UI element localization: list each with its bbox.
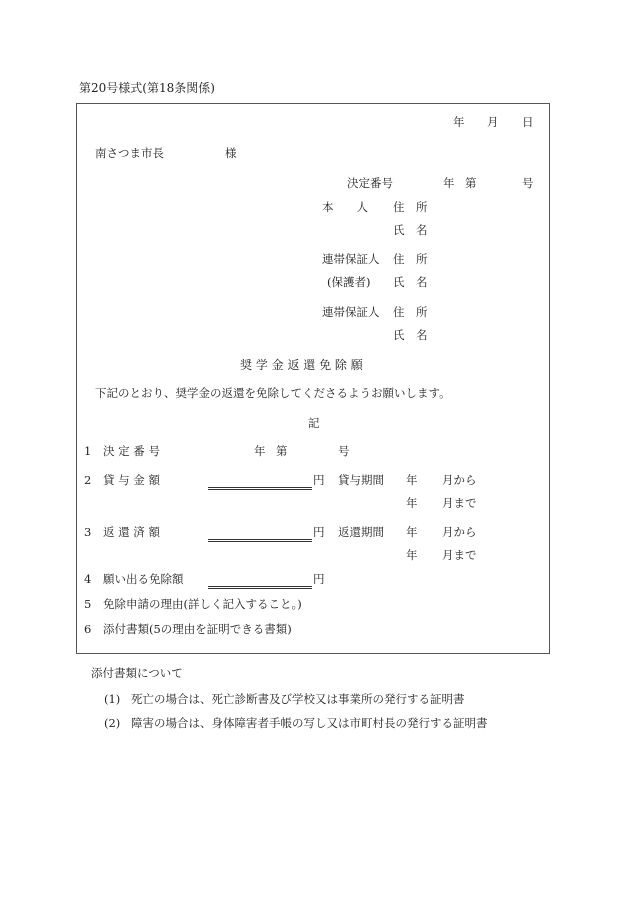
item1-year: 年 <box>254 444 266 458</box>
item2-year-to: 年 <box>406 496 418 510</box>
decision-label: 決定番号 <box>347 176 393 190</box>
item5-label: 免除申請の理由(詳しく記入すること。) <box>103 597 302 611</box>
item3-month-to: 月まで <box>442 548 477 562</box>
item2-month-from: 月から <box>442 473 477 487</box>
item6-num: 6 <box>84 622 92 636</box>
applicant-label: 本 人 <box>322 200 368 214</box>
item3-year-from: 年 <box>406 525 418 539</box>
note1-text: 死亡の場合は、死亡診断書及び学校又は事業所の発行する証明書 <box>131 692 465 706</box>
item6-label: 添付書類(5の理由を証明できる書類) <box>103 622 292 636</box>
document-title: 奨 学 金 返 還 免 除 願 <box>240 358 363 372</box>
item3-amount-line <box>208 539 312 542</box>
date-month: 月 <box>487 115 499 129</box>
note1-num: (1) <box>104 692 121 706</box>
note2-num: (2) <box>104 716 121 730</box>
guarantor1-label: 連帯保証人 <box>322 252 380 266</box>
item1-go: 号 <box>338 444 350 458</box>
item3-label: 返 還 済 額 <box>103 525 160 539</box>
item2-yen: 円 <box>313 473 325 487</box>
form-number: 第20号様式(第18条関係) <box>79 81 215 95</box>
guarantor2-name-label: 氏 名 <box>393 328 428 342</box>
item3-period-label: 返還期間 <box>338 525 384 539</box>
item1-dai: 第 <box>276 444 288 458</box>
guarantor1-name-label: 氏 名 <box>393 275 428 289</box>
guarantor1-sub: (保護者) <box>327 275 371 289</box>
decision-dai: 第 <box>465 176 477 190</box>
notes-heading: 添付書類について <box>91 666 183 680</box>
item2-year-from: 年 <box>406 473 418 487</box>
item2-label: 貸 与 金 額 <box>103 473 160 487</box>
item3-year-to: 年 <box>406 548 418 562</box>
addressee-honorific: 様 <box>225 146 237 160</box>
item2-amount-line <box>208 487 312 490</box>
item3-yen: 円 <box>313 525 325 539</box>
item1-label: 決 定 番 号 <box>103 444 160 458</box>
decision-year: 年 <box>443 176 455 190</box>
guarantor1-address-label: 住 所 <box>393 252 428 266</box>
item3-month-from: 月から <box>442 525 477 539</box>
item2-num: 2 <box>84 473 92 487</box>
item1-num: 1 <box>84 444 92 458</box>
item5-num: 5 <box>84 597 92 611</box>
date-day: 日 <box>522 115 534 129</box>
applicant-name-label: 氏 名 <box>393 223 428 237</box>
item3-num: 3 <box>84 525 92 539</box>
item4-yen: 円 <box>313 572 325 586</box>
intro-text: 下記のとおり、奨学金の返還を免除してくださるようお願いします。 <box>95 386 451 400</box>
applicant-address-label: 住 所 <box>393 200 428 214</box>
item4-label: 願い出る免除額 <box>103 572 184 586</box>
guarantor2-label: 連帯保証人 <box>322 305 380 319</box>
note2-text: 障害の場合は、身体障害者手帳の写し又は市町村長の発行する証明書 <box>131 716 488 730</box>
item2-month-to: 月まで <box>442 496 477 510</box>
date-year: 年 <box>453 115 465 129</box>
item4-amount-line <box>208 586 312 589</box>
guarantor2-address-label: 住 所 <box>393 305 428 319</box>
decision-go: 号 <box>522 176 534 190</box>
addressee-name: 南さつま市長 <box>95 146 164 160</box>
item2-period-label: 貸与期間 <box>338 473 384 487</box>
ki-label: 記 <box>308 416 320 430</box>
item4-num: 4 <box>84 572 92 586</box>
